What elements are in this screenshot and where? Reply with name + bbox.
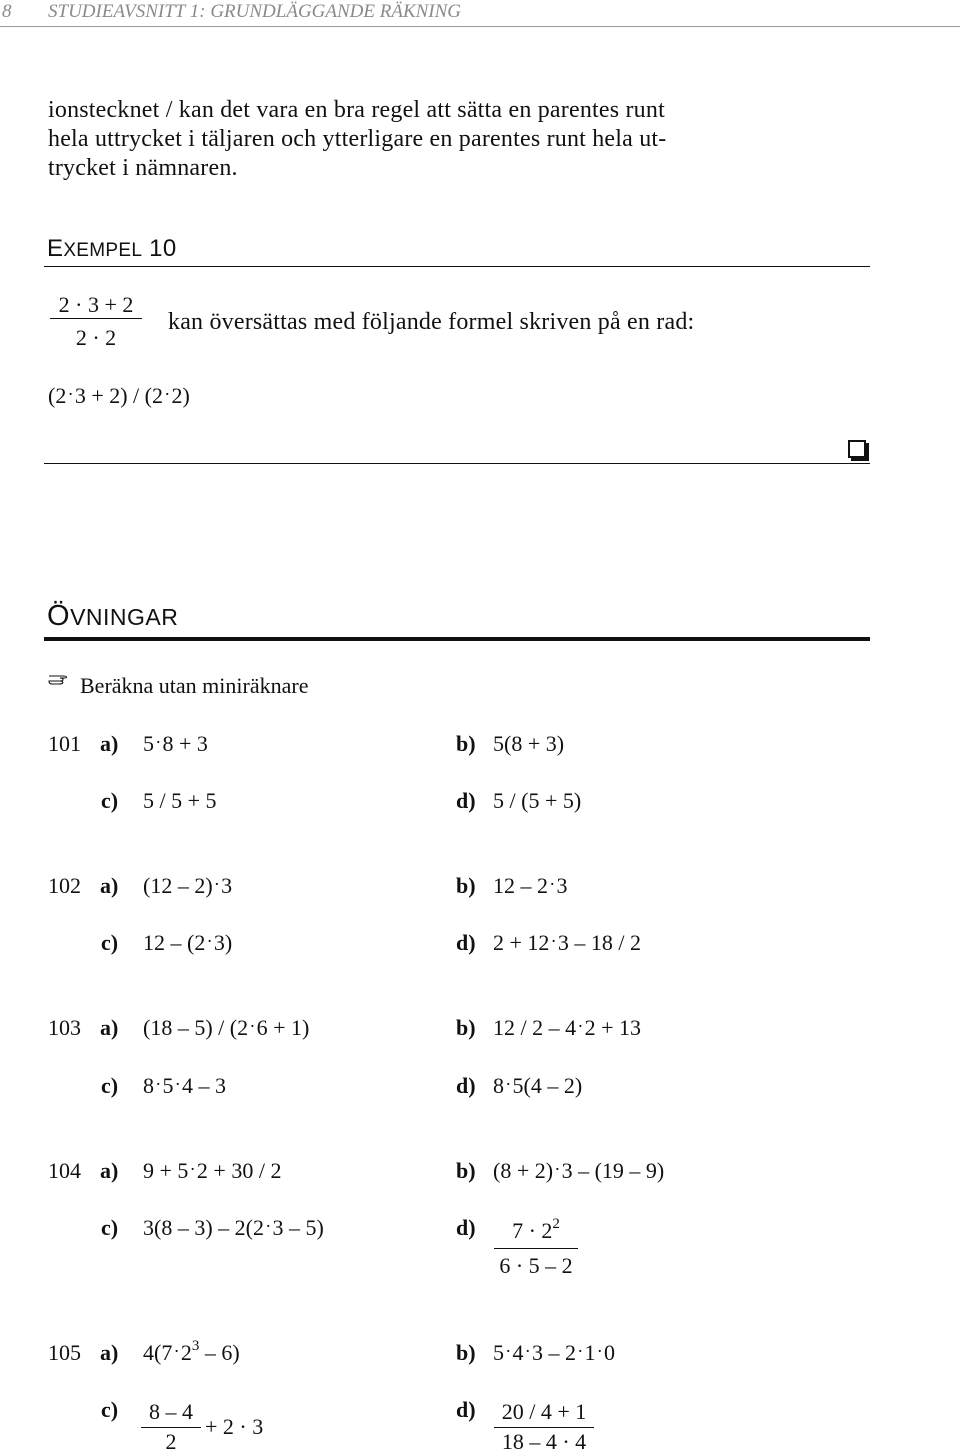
exercise-number-102: 102 [48, 873, 81, 898]
exercise-102b: 12 – 2 .3 [493, 869, 568, 898]
exercise-105c-fraction: 8 – 4 2 [141, 1399, 201, 1455]
exercise-number-105: 105 [48, 1340, 81, 1365]
exercise-103a: (18 – 5) / (2 .6 + 1) [143, 1011, 310, 1040]
exercise-101a: 5 .8 + 3 [143, 727, 208, 756]
label-103d: d) [456, 1073, 476, 1098]
section-title: STUDIEAVSNITT 1: GRUNDLÄGGANDE RÄKNING [48, 1, 462, 22]
exercise-102c: 12 – (2 .3) [143, 926, 233, 955]
exercise-104b: (8 + 2) .3 – (19 – 9) [493, 1154, 665, 1183]
running-header [0, 0, 960, 27]
intro-line-2: hela uttrycket i täljaren och ytterligare en parentes runt hela ut- [48, 126, 667, 152]
label-105b: b) [456, 1340, 476, 1365]
exercise-103c: 8 .5 .4 – 3 [143, 1069, 226, 1098]
exercise-105d-fraction: 20 / 4 + 1 18 – 4 · 4 [494, 1399, 594, 1455]
exercise-104c: 3(8 – 3) – 2(2 .3 – 5) [143, 1211, 324, 1240]
exercises-rule [44, 637, 870, 641]
exercise-number-101: 101 [48, 731, 81, 756]
example-inline-formula: (2 .3 + 2) / (2 .2) [48, 379, 190, 408]
label-105c: c) [101, 1397, 119, 1422]
exercise-105b: 5 .4 .3 – 2 .1 .0 [493, 1336, 615, 1365]
example-bottom-rule [44, 463, 870, 464]
exercise-101d: 5 / (5 + 5) [493, 788, 582, 813]
exercise-number-103: 103 [48, 1015, 81, 1040]
label-104a: a) [100, 1158, 119, 1183]
intro-line-3: trycket i nämnaren. [48, 155, 238, 181]
label-103c: c) [101, 1073, 119, 1098]
label-101b: b) [456, 731, 476, 756]
exercise-instruction: Beräkna utan miniräknare [80, 673, 309, 698]
label-102c: c) [101, 930, 119, 955]
label-103a: a) [100, 1015, 119, 1040]
label-103b: b) [456, 1015, 476, 1040]
example-fraction: 2 · 3 + 2 2 · 2 [50, 292, 142, 351]
label-105a: a) [100, 1340, 119, 1365]
exercise-103d: 8 .5(4 – 2) [493, 1069, 583, 1098]
label-102d: d) [456, 930, 476, 955]
exercise-101b: 5(8 + 3) [493, 731, 565, 756]
exercise-105c-rest: + 2 · 3 [205, 1414, 264, 1439]
label-101d: d) [456, 788, 476, 813]
exercise-102d: 2 + 12 .3 – 18 / 2 [493, 926, 642, 955]
label-105d: d) [456, 1397, 476, 1422]
exercise-105a: 4(7 $^.2^3 - 6$) [143, 1336, 240, 1365]
example-description: kan översättas med följande formel skriven på en rad: [168, 309, 695, 335]
exercise-104a: 9 + 5 .2 + 30 / 2 [143, 1154, 282, 1183]
exercise-number-104: 104 [48, 1158, 81, 1183]
label-101a: a) [100, 731, 119, 756]
exercise-102a: (12 – 2) .3 [143, 869, 233, 898]
label-104d: d) [456, 1215, 476, 1240]
end-of-example-checkbox-icon [848, 440, 866, 458]
label-104c: c) [101, 1215, 119, 1240]
exercises-title: ÖVNINGAR [47, 600, 179, 632]
pointing-hand-icon [48, 672, 74, 686]
label-101c: c) [101, 788, 119, 813]
label-102b: b) [456, 873, 476, 898]
intro-line-1: ionstecknet / kan det vara en bra regel att sätta en parentes runt [48, 97, 665, 123]
example-title: EXEMPEL 10 [47, 235, 177, 262]
exercise-103b: 12 / 2 – 4 .2 + 13 [493, 1011, 642, 1040]
example-top-rule [44, 266, 870, 267]
exercise-104d-fraction: $7 \cdot 2^2$ 6 · 5 – 2 [494, 1218, 578, 1279]
label-102a: a) [100, 873, 119, 898]
exercise-101c: 5 / 5 + 5 [143, 788, 217, 813]
page-number: 8 [2, 1, 12, 22]
label-104b: b) [456, 1158, 476, 1183]
